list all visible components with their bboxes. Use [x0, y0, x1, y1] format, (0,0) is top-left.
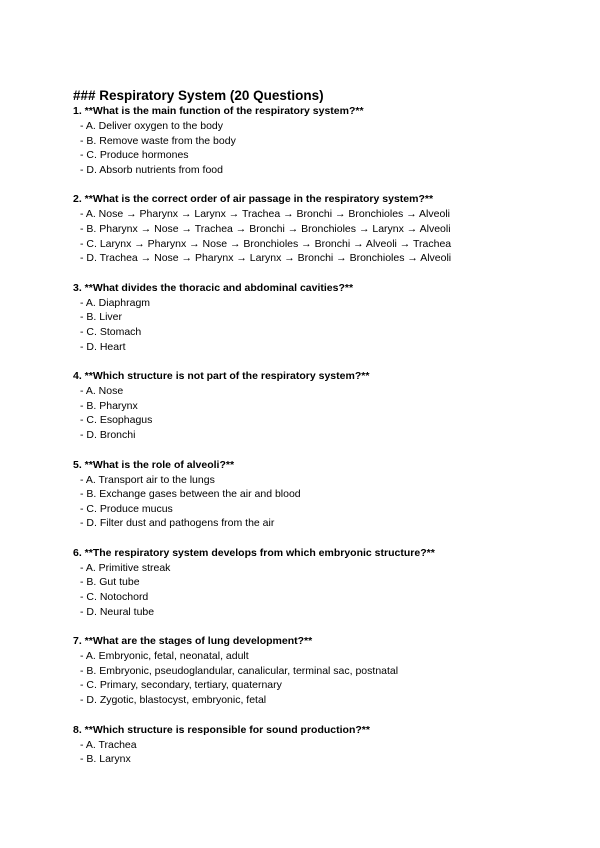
- option-d: - D. Heart: [80, 340, 126, 353]
- option-b: - B. Liver: [80, 311, 123, 324]
- option-b: - B. Embryonic, pseudoglandular, canalicular, terminal sac, postnatal: [80, 664, 399, 677]
- option-c: - C. Primary, secondary, tertiary, quaternary: [80, 679, 282, 692]
- option-a: - A. Nose → Pharynx → Larynx → Trachea → Bronchi → Bronchioles → Alveoli: [80, 208, 450, 221]
- option-d: - D. Filter dust and pathogens from the air: [80, 517, 275, 530]
- question-1: [73, 104, 593, 177]
- option-list: [73, 738, 593, 767]
- option-d: - D. Trachea → Nose → Pharynx → Larynx → Bronchi → Bronchioles → Alveoli: [80, 252, 452, 265]
- option-list: [73, 649, 593, 707]
- option-d: - D. Bronchi: [80, 428, 136, 441]
- option-c: - C. Larynx → Pharynx → Nose → Bronchioles → Bronchi → Alveoli → Trachea: [80, 237, 452, 250]
- question-title: 6. **The respiratory system develops from which embryonic structure?**: [73, 546, 435, 559]
- option-d: - D. Zygotic, blastocyst, embryonic, fetal: [80, 694, 267, 707]
- question-8: [73, 723, 593, 767]
- question-3: [73, 281, 593, 354]
- question-4: [73, 369, 593, 442]
- option-a: - A. Primitive streak: [80, 561, 171, 574]
- option-list: [73, 296, 593, 354]
- option-a: - A. Transport air to the lungs: [80, 473, 215, 486]
- option-list: [73, 119, 593, 177]
- option-b: - B. Pharynx: [80, 399, 138, 412]
- question-6: [73, 546, 593, 619]
- option-c: - C. Notochord: [80, 591, 149, 604]
- option-c: - C. Stomach: [80, 325, 142, 338]
- option-d: - D. Neural tube: [80, 605, 155, 618]
- option-b: - B. Gut tube: [80, 576, 140, 589]
- question-title: 7. **What are the stages of lung development?**: [73, 635, 313, 648]
- question-2: [73, 192, 593, 265]
- document-heading: ### Respiratory System (20 Questions): [73, 88, 324, 103]
- question-title: 8. **Which structure is responsible for sound production?**: [73, 723, 370, 736]
- option-list: [73, 384, 593, 442]
- option-list: [73, 561, 593, 619]
- question-title: 4. **Which structure is not part of the respiratory system?**: [73, 370, 370, 383]
- option-list: [73, 473, 593, 531]
- question-title: 2. **What is the correct order of air passage in the respiratory system?**: [73, 193, 434, 206]
- question-title: 3. **What divides the thoracic and abdominal cavities?**: [73, 281, 354, 294]
- question-7: [73, 634, 593, 707]
- option-a: - A. Deliver oxygen to the body: [80, 120, 223, 132]
- question-5: [73, 458, 593, 531]
- option-b: - B. Larynx: [80, 753, 131, 766]
- option-c: - C. Produce mucus: [80, 502, 173, 515]
- question-title: 5. **What is the role of alveoli?**: [73, 458, 235, 471]
- option-b: - B. Remove waste from the body: [80, 134, 236, 147]
- option-a: - A. Trachea: [80, 738, 137, 751]
- option-a: - A. Diaphragm: [80, 296, 151, 309]
- option-b: - B. Pharynx → Nose → Trachea → Bronchi → Bronchioles → Larynx → Alveoli: [80, 222, 451, 235]
- option-b: - B. Exchange gases between the air and blood: [80, 488, 301, 501]
- question-title: 1. **What is the main function of the respiratory system?**: [73, 105, 364, 117]
- option-c: - C. Esophagus: [80, 414, 153, 427]
- option-d: - D. Absorb nutrients from food: [80, 163, 223, 176]
- option-a: - A. Embryonic, fetal, neonatal, adult: [80, 650, 249, 663]
- question-list: [73, 104, 593, 782]
- option-c: - C. Produce hormones: [80, 149, 189, 162]
- option-list: [73, 207, 593, 265]
- option-a: - A. Nose: [80, 385, 124, 398]
